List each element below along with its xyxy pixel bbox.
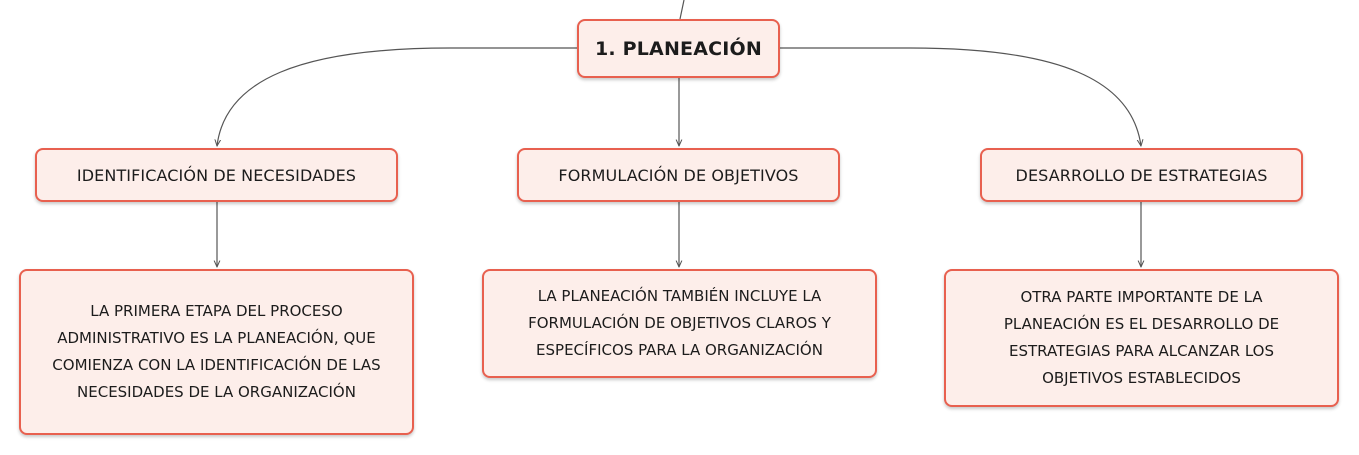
branch-node-label: IDENTIFICACIÓN DE NECESIDADES — [76, 165, 357, 185]
connector-root-to-identificacion — [217, 48, 577, 146]
detail-node-identificacion[interactable] — [19, 269, 414, 435]
connector-root-to-desarrollo — [780, 48, 1141, 146]
detail-node-text: LA PLANEACIÓN TAMBIÉN INCLUYE LA FORMULACIÓN DE OBJETIVOS CLAROS Y ESPECÍFICOS PARA LA ORGANIZACIÓN — [528, 287, 831, 359]
branch-node-label: DESARROLLO DE ESTRATEGIAS — [1015, 165, 1268, 185]
detail-node-text: OTRA PARTE IMPORTANTE DE LA PLANEACIÓN ES EL DESARROLLO DE ESTRATEGIAS PARA ALCANZAR LOS OBJETIVOS ESTABLECIDOS — [1003, 288, 1280, 387]
branch-node-desarrollo[interactable] — [980, 148, 1303, 202]
detail-node-desarrollo[interactable] — [944, 269, 1339, 407]
root-node[interactable] — [577, 19, 780, 78]
branch-node-identificacion[interactable] — [35, 148, 398, 202]
branch-node-formulacion[interactable] — [517, 148, 840, 202]
detail-node-text: LA PRIMERA ETAPA DEL PROCESO ADMINISTRATIVO ES LA PLANEACIÓN, QUE COMIENZA CON LA IDENTIFICACIÓN DE LAS NECESIDADES DE LA ORGANIZACIÓN — [52, 302, 381, 401]
root-node-label: 1. PLANEACIÓN — [594, 37, 763, 60]
branch-node-label: FORMULACIÓN DE OBJETIVOS — [558, 165, 799, 185]
detail-node-formulacion[interactable] — [482, 269, 877, 378]
incoming-connector — [680, 0, 684, 19]
